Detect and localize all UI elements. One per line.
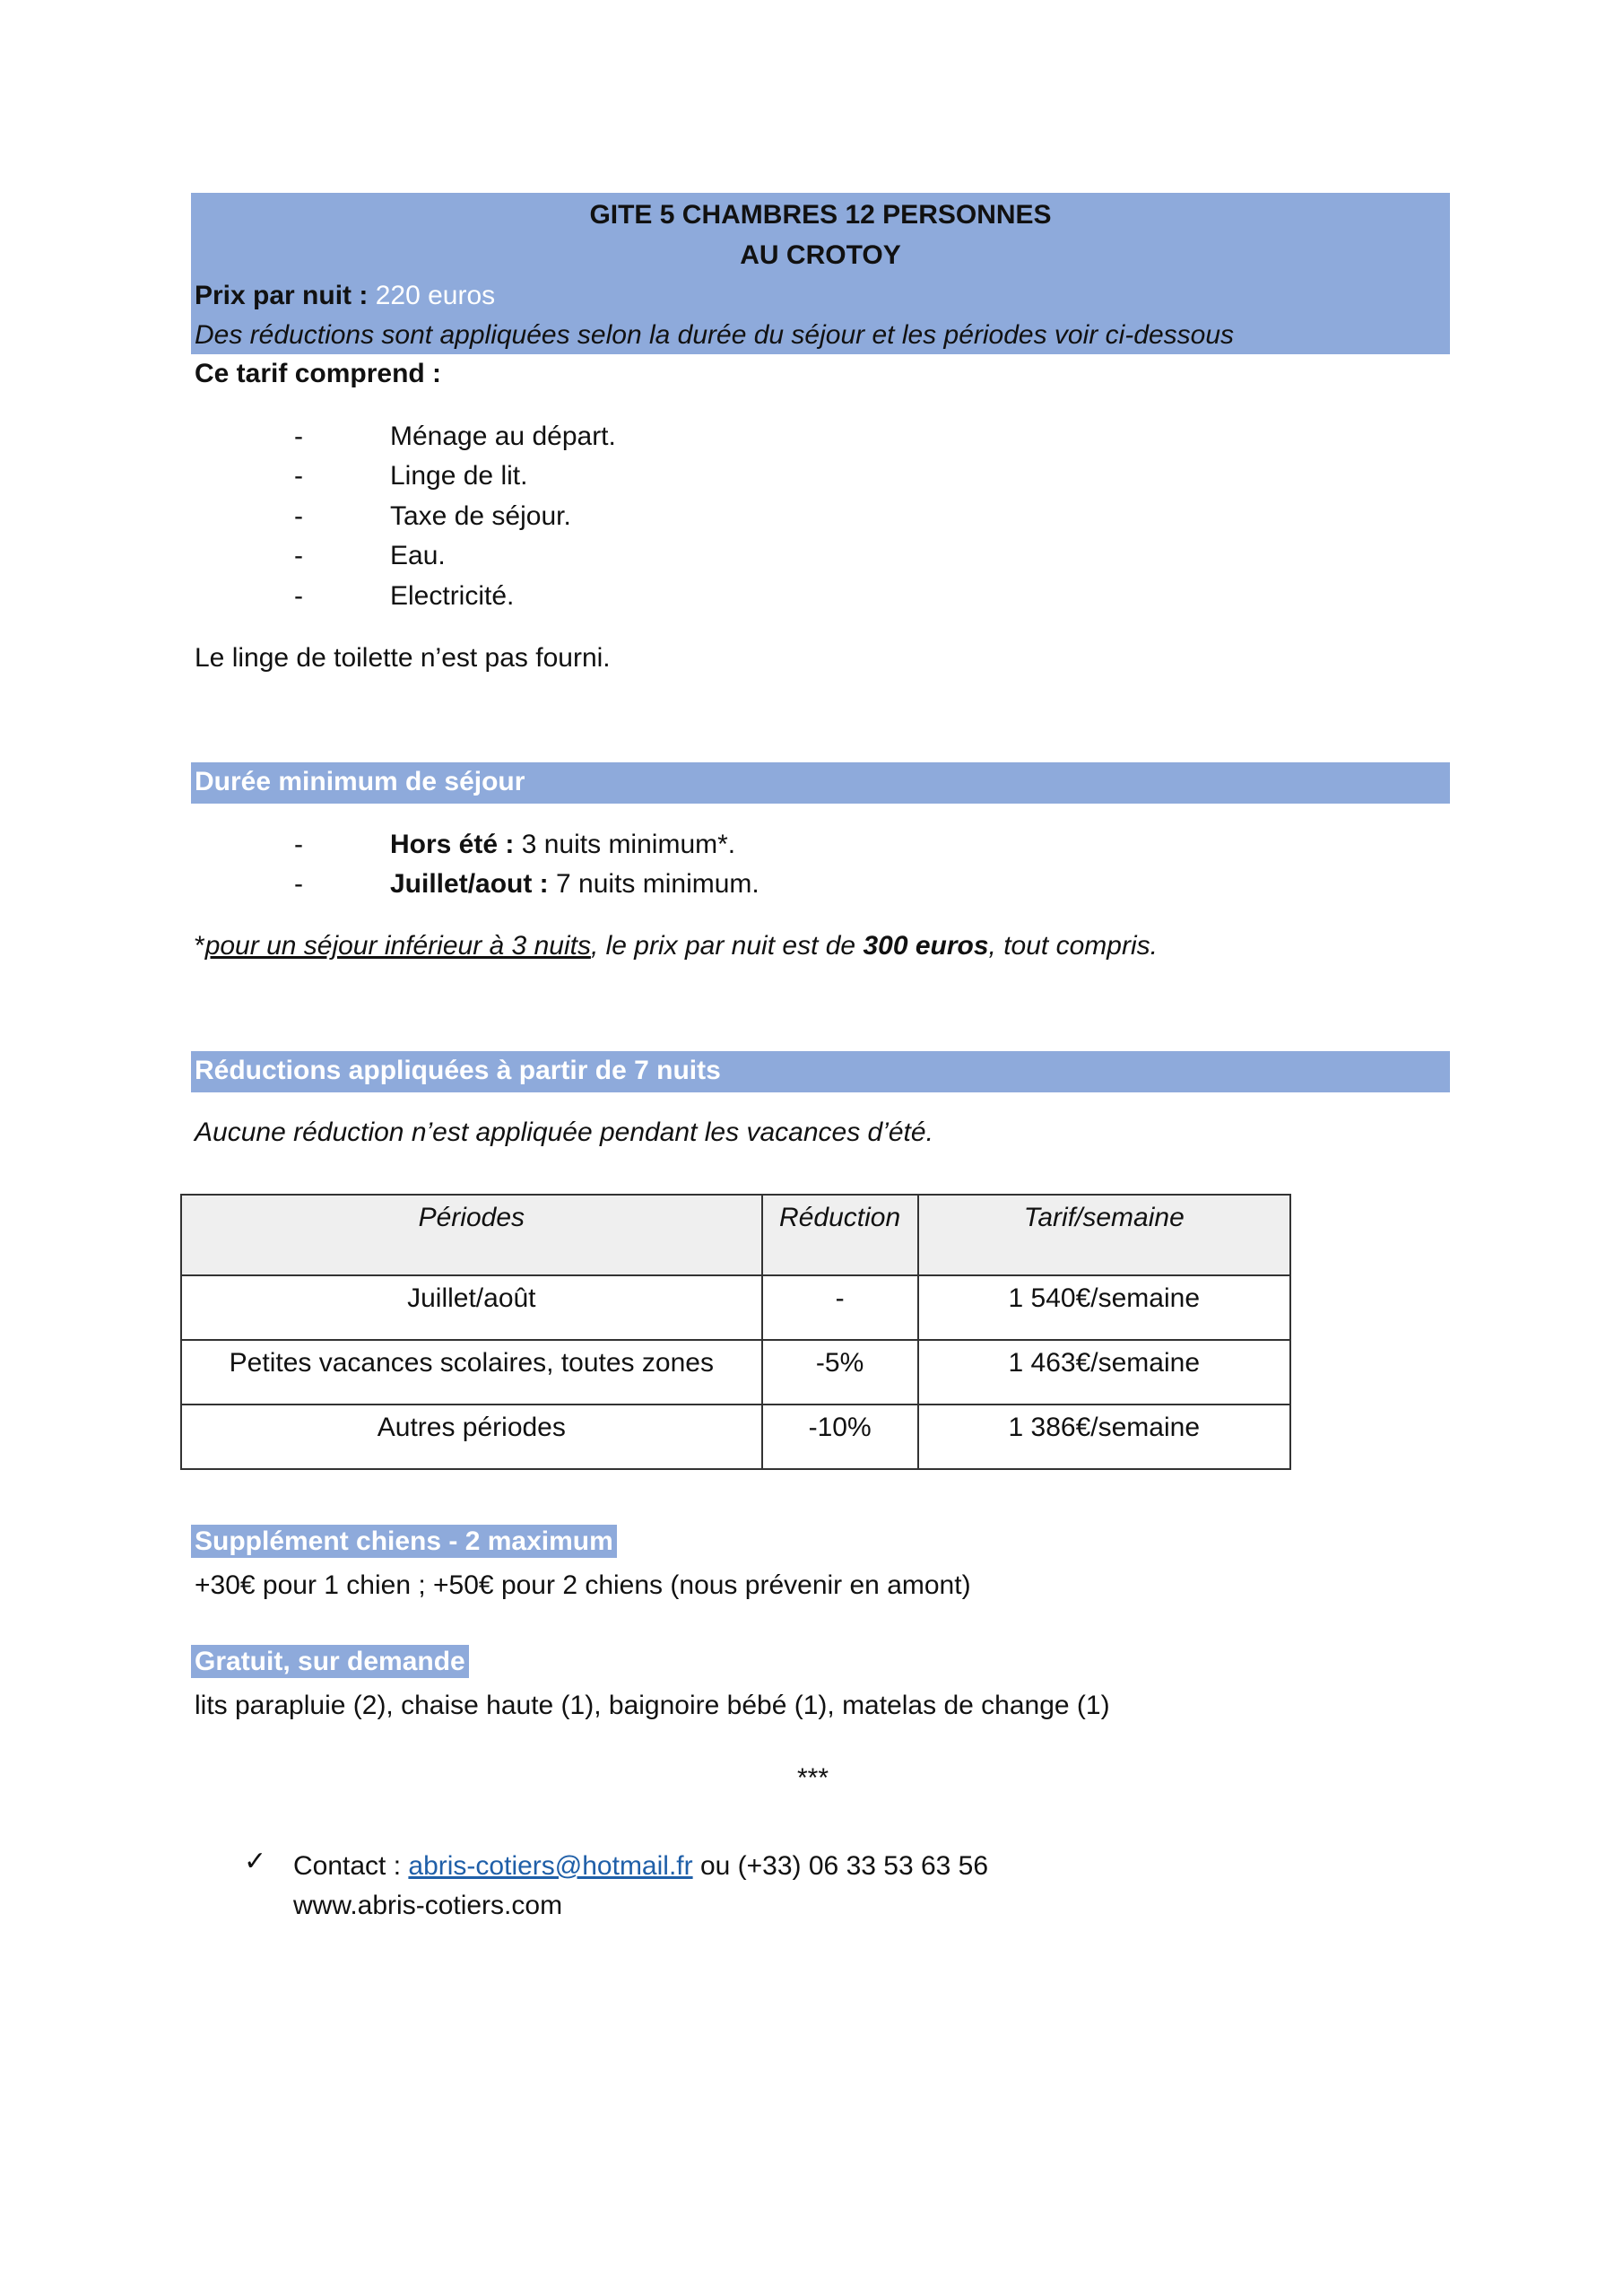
table-row bbox=[181, 1275, 1290, 1340]
dogs-heading: Supplément chiens - 2 maximum bbox=[191, 1525, 617, 1558]
min-stay-footnote bbox=[195, 933, 1158, 960]
contact-email-link[interactable]: abris-cotiers@hotmail.fr bbox=[408, 1851, 693, 1881]
list-item: Linge de lit. bbox=[390, 461, 528, 491]
table-cell: Juillet/août bbox=[181, 1275, 762, 1340]
free-heading-wrap bbox=[191, 1648, 469, 1675]
table-row bbox=[181, 1340, 1290, 1405]
includes-heading: Ce tarif comprend : bbox=[195, 359, 442, 388]
free-heading: Gratuit, sur demande bbox=[191, 1645, 469, 1678]
reductions-heading: Réductions appliquées à partir de 7 nuits bbox=[195, 1056, 721, 1085]
list-bullet: - bbox=[294, 541, 303, 570]
contact-phone: ou (+33) 06 33 53 63 56 bbox=[699, 1851, 989, 1881]
footnote-mid: , le prix par nuit est de bbox=[590, 931, 864, 961]
price-value: 220 euros bbox=[375, 281, 496, 310]
dogs-text: +30€ pour 1 chien ; +50€ pour 2 chiens (nous prévenir en amont) bbox=[195, 1570, 971, 1600]
rates-table bbox=[180, 1194, 1291, 1470]
price-line bbox=[195, 283, 495, 309]
reductions-note: Des réductions sont appliquées selon la durée du séjour et les périodes voir ci-dessous bbox=[195, 320, 1234, 350]
column-header-periods: Périodes bbox=[181, 1195, 762, 1275]
list-bullet: - bbox=[294, 581, 303, 611]
separator: *** bbox=[797, 1763, 829, 1793]
list-item: Ménage au départ. bbox=[390, 422, 616, 451]
free-text: lits parapluie (2), chaise haute (1), baignoire bébé (1), matelas de change (1) bbox=[195, 1691, 1110, 1720]
table-cell: 1 463€/semaine bbox=[918, 1340, 1290, 1405]
page-title-line1: GITE 5 CHAMBRES 12 PERSONNES bbox=[589, 200, 1052, 230]
column-header-weekly-rate: Tarif/semaine bbox=[918, 1195, 1290, 1275]
list-bullet: - bbox=[294, 869, 303, 899]
list-item bbox=[390, 871, 759, 898]
website-text: www.abris-cotiers.com bbox=[293, 1891, 563, 1920]
contact-label: Contact : bbox=[293, 1851, 402, 1881]
table-cell: -5% bbox=[762, 1340, 918, 1405]
table-cell: - bbox=[762, 1275, 918, 1340]
list-item: Taxe de séjour. bbox=[390, 501, 571, 531]
towel-note: Le linge de toilette n’est pas fourni. bbox=[195, 643, 611, 673]
list-bullet: - bbox=[294, 461, 303, 491]
list-bullet: - bbox=[294, 422, 303, 451]
list-item bbox=[390, 831, 735, 858]
column-header-reduction: Réduction bbox=[762, 1195, 918, 1275]
footnote-underlined: pour un séjour inférieur à 3 nuits bbox=[204, 931, 591, 961]
footnote-star: * bbox=[195, 931, 205, 961]
list-bullet: - bbox=[294, 501, 303, 531]
table-cell: -10% bbox=[762, 1405, 918, 1469]
list-item: Electricité. bbox=[390, 581, 515, 611]
list-bullet: - bbox=[294, 830, 303, 859]
table-cell: 1 540€/semaine bbox=[918, 1275, 1290, 1340]
min-stay-heading: Durée minimum de séjour bbox=[195, 767, 525, 796]
list-item: Eau. bbox=[390, 541, 446, 570]
table-header-row bbox=[181, 1195, 1290, 1275]
price-label: Prix par nuit : bbox=[195, 281, 369, 310]
page-title-line2: AU CROTOY bbox=[740, 240, 901, 270]
list-item-text: 3 nuits minimum*. bbox=[521, 830, 736, 859]
list-item-label: Hors été : bbox=[390, 830, 515, 859]
table-cell: Petites vacances scolaires, toutes zones bbox=[181, 1340, 762, 1405]
list-item-text: 7 nuits minimum. bbox=[556, 869, 759, 899]
list-item-label: Juillet/aout : bbox=[390, 869, 549, 899]
dogs-heading-wrap bbox=[191, 1528, 617, 1555]
contact-line bbox=[293, 1853, 988, 1880]
footnote-end: , tout compris. bbox=[988, 931, 1158, 961]
table-row bbox=[181, 1405, 1290, 1469]
table-cell: Autres périodes bbox=[181, 1405, 762, 1469]
check-icon: ✓ bbox=[244, 1847, 267, 1876]
table-cell: 1 386€/semaine bbox=[918, 1405, 1290, 1469]
footnote-bold: 300 euros bbox=[863, 931, 989, 961]
reductions-note: Aucune réduction n’est appliquée pendant les vacances d’été. bbox=[195, 1118, 933, 1147]
